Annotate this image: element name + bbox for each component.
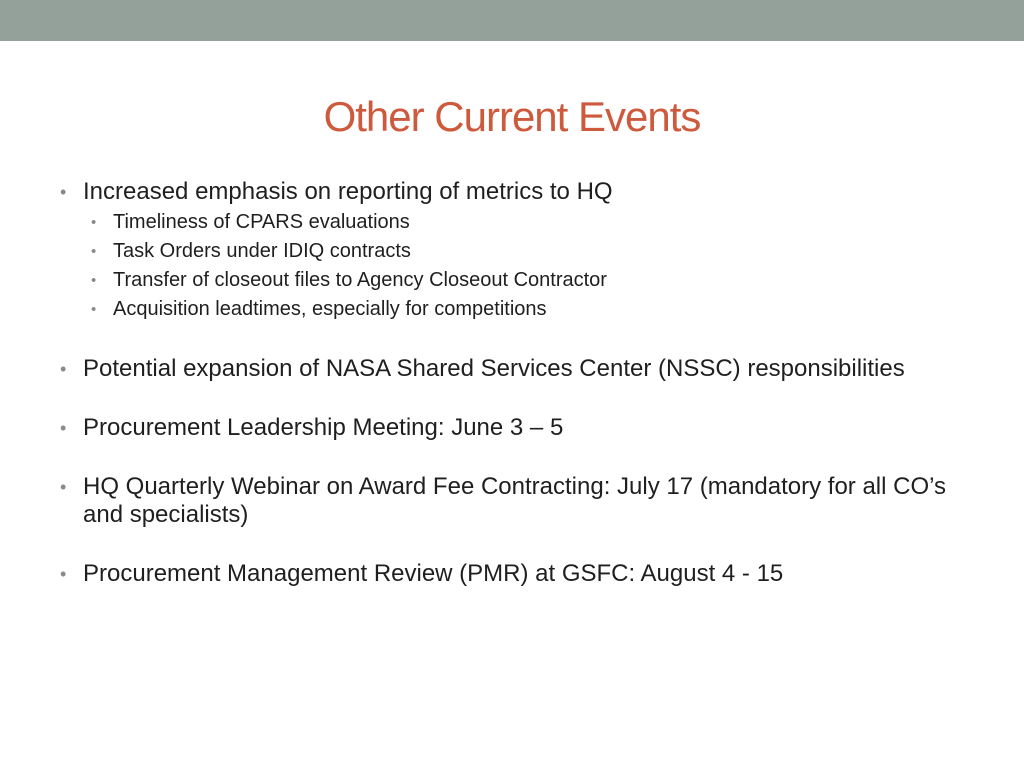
sub-bullet-text: Transfer of closeout files to Agency Closeout Contractor [113,269,607,291]
sub-bullet-item [91,295,960,324]
bullet-text: HQ Quarterly Webinar on Award Fee Contracting: July 17 (mandatory for all CO’s and specialists) [83,473,947,528]
sub-bullet-list [60,208,960,324]
sub-bullet-text: Task Orders under IDIQ contracts [113,240,411,262]
bullet-item [60,178,960,206]
sub-bullet-item [91,237,960,266]
bullet-dot: • [60,564,67,584]
bullet-text: Potential expansion of NASA Shared Services Center (NSSC) responsibilities [83,355,905,382]
bullet-text: Increased emphasis on reporting of metrics to HQ [83,178,613,205]
bullet-item [60,414,960,442]
sub-bullet-dot: • [91,243,97,260]
sub-bullet-text: Acquisition leadtimes, especially for competitions [113,298,547,320]
sub-bullet-dot: • [91,272,97,289]
bullet-dot: • [60,359,67,379]
bullet-item [60,473,960,529]
sub-bullet-text: Timeliness of CPARS evaluations [113,211,410,233]
bullet-list [60,178,960,588]
slide-title: Other Current Events [323,93,701,140]
sub-bullet-dot: • [91,301,97,318]
sub-bullet-dot: • [91,214,97,231]
bullet-text: Procurement Leadership Meeting: June 3 – 5 [83,414,564,441]
bullet-item [60,355,960,383]
bullet-dot: • [60,477,67,497]
bullet-dot: • [60,418,67,438]
sub-bullet-item [91,266,960,295]
bullet-text: Procurement Management Review (PMR) at GSFC: August 4 - 15 [83,560,784,587]
top-band [0,0,1024,41]
sub-bullet-item [91,208,960,237]
bullet-item [60,560,960,588]
bullet-dot: • [60,182,67,202]
